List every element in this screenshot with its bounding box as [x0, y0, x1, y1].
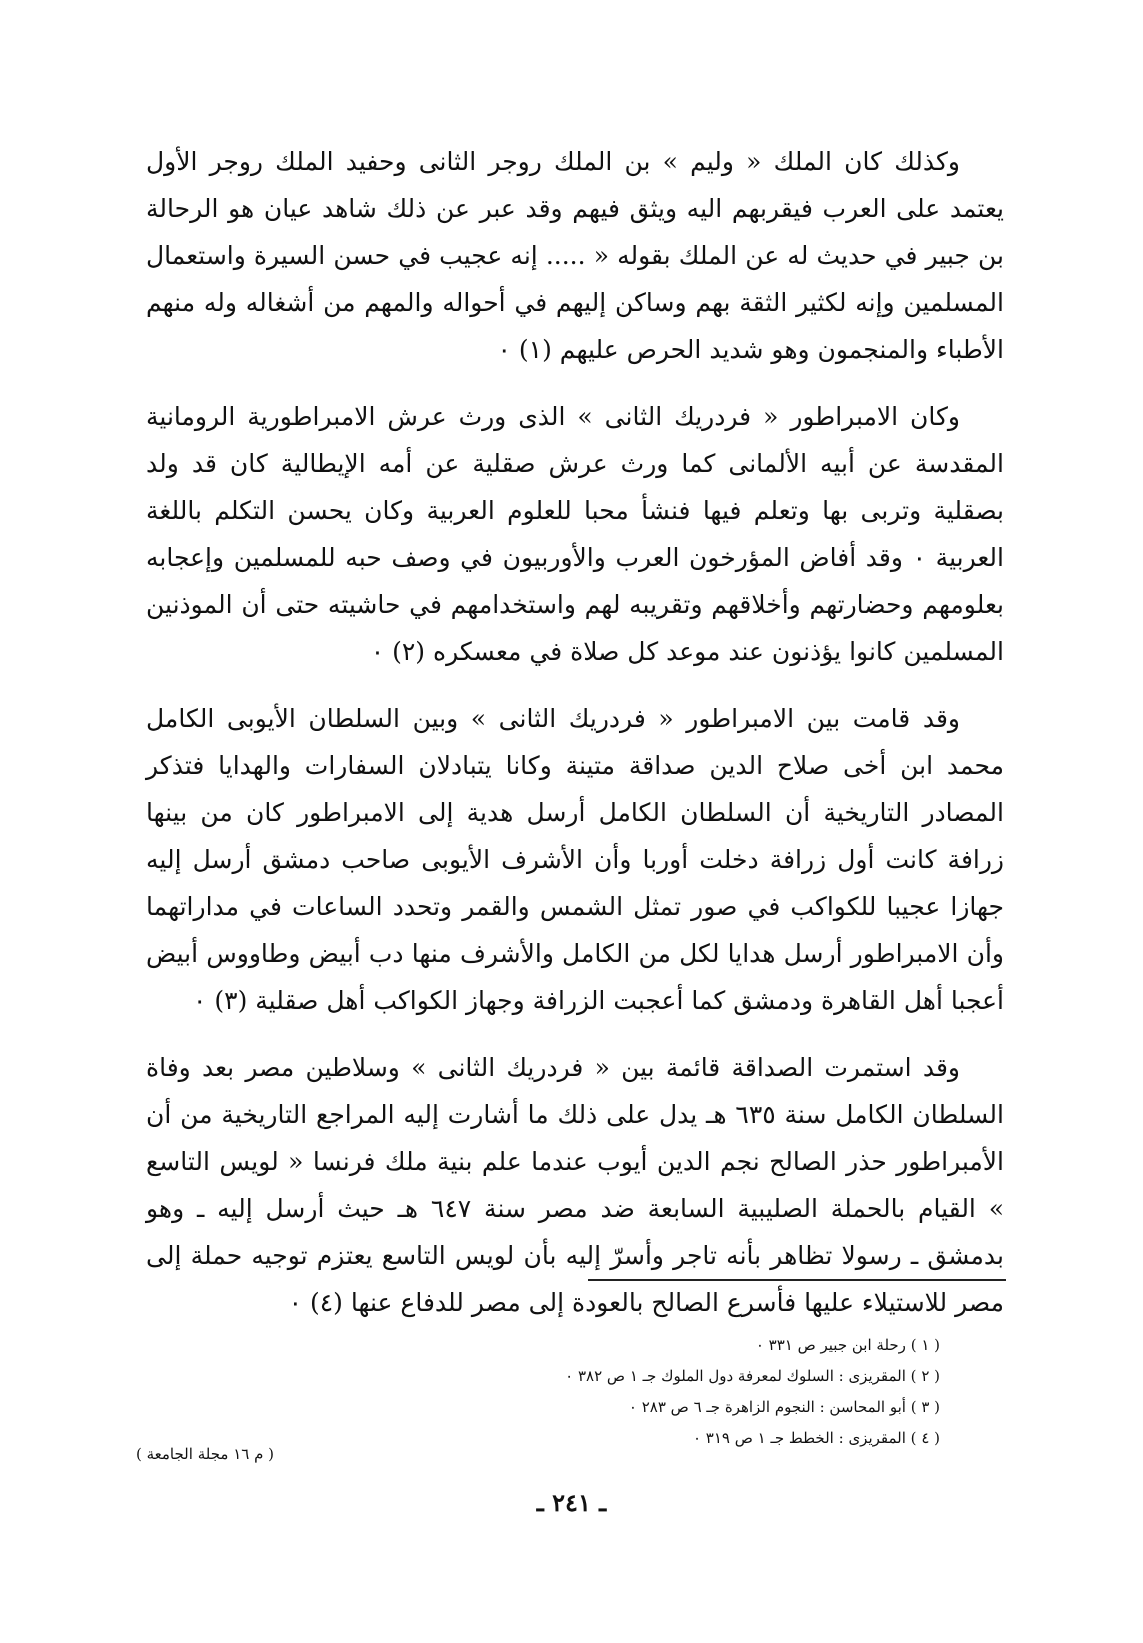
footnote: ( ٣ ) أبو المحاسن : النجوم الزاهرة جـ ٦ ص ٢٨٣ ٠: [628, 1398, 940, 1416]
page-number: ـ ٢٤١ ـ: [536, 1488, 607, 1517]
paragraph: وقد قامت بين الامبراطور « فردريك الثانى » وبين السلطان الأيوبى الكامل محمد ابن أخى صلاح الدين صداقة متينة وكانا يتبادلان السفارات والهدايا فتذكر المصادر التاريخية أن السلطان الكامل أرسل هدية إلى الامبراطور كان من بينها زرافة كانت أول زرافة دخلت أوربا وأن الأشرف الأيوبى صاحب دمشق أرسل إليه جهازا عجيبا للكواكب في صور تمثل الشمس والقمر وتحدد الساعات في مداراتهما وأن الامبراطور أرسل هدايا لكل من الكامل والأشرف منها دب أبيض وطاووس أبيض أعجبا أهل القاهرة ودمشق كما أعجبت الزرافة وجهاز الكواكب أهل صقلية (٣) ٠: [146, 704, 1004, 1015]
issue-note: ( م ١٦ مجلة الجامعة ): [136, 1445, 274, 1463]
paragraph: وقد استمرت الصداقة قائمة بين « فردريك الثانى » وسلاطين مصر بعد وفاة السلطان الكامل سنة ٦٣٥ هـ يدل على ذلك ما أشارت إليه المراجع التاريخية من أن الأمبراطور حذر الصالح نجم الدين أيوب عندما علم بنية ملك فرنسا « لويس التاسع » القيام بالحملة الصليبية السابعة ضد مصر سنة ٦٤٧ هـ حيث أرسل إليه ـ وهو بدمشق ـ رسولا تظاهر بأنه تاجر وأسرّ إليه بأن لويس التاسع يعتزم توجيه حملة إلى مصر للاستيلاء عليها فأسرع الصالح بالعودة إلى مصر للدفاع عنها (٤) ٠: [146, 1053, 1005, 1317]
footnote: ( ٤ ) المقريزى : الخطط جـ ١ ص ٣١٩ ٠: [692, 1429, 940, 1447]
footnote-divider: [588, 1279, 1006, 1281]
footnote: ( ١ ) رحلة ابن جبير ص ٣٣١ ٠: [755, 1336, 940, 1354]
footnote: ( ٢ ) المقريزى : السلوك لمعرفة دول الملوك جـ ١ ص ٣٨٢ ٠: [565, 1367, 940, 1385]
paragraph: وكان الامبراطور « فردريك الثانى » الذى ورث عرش الامبراطورية الرومانية المقدسة عن أبيه الألمانى كما ورث عرش صقلية عن أمه الإيطالية كان قد ولد بصقلية وتربى بها وتعلم فيها فنشأ محبا للعلوم العربية وكان يحسن التكلم باللغة العربية ٠ وقد أفاض المؤرخون العرب والأوربيون في وصف حبه للمسلمين وإعجابه بعلومهم وحضارتهم وأخلاقهم وتقريبه لهم واستخدامهم في حاشيته حتى أن الموذنين المسلمين كانوا يؤذنون عند موعد كل صلاة في معسكره (٢) ٠: [146, 402, 1004, 666]
paragraph: وكذلك كان الملك « وليم » بن الملك روجر الثانى وحفيد الملك روجر الأول يعتمد على العرب فيقربهم اليه ويثق فيهم وقد عبر عن ذلك شاهد عيان هو الرحالة بن جبير في حديث له عن الملك بقوله « ..... إنه عجيب في حسن السيرة واستعمال المسلمين وإنه لكثير الثقة بهم وساكن إليهم في أحواله والمهم من أشغاله وله منهم الأطباء والمنجمون وهو شديد الحرص عليهم (١) ٠: [146, 147, 1004, 364]
footnotes: [500, 1330, 940, 1454]
main-text: [146, 138, 1004, 1346]
